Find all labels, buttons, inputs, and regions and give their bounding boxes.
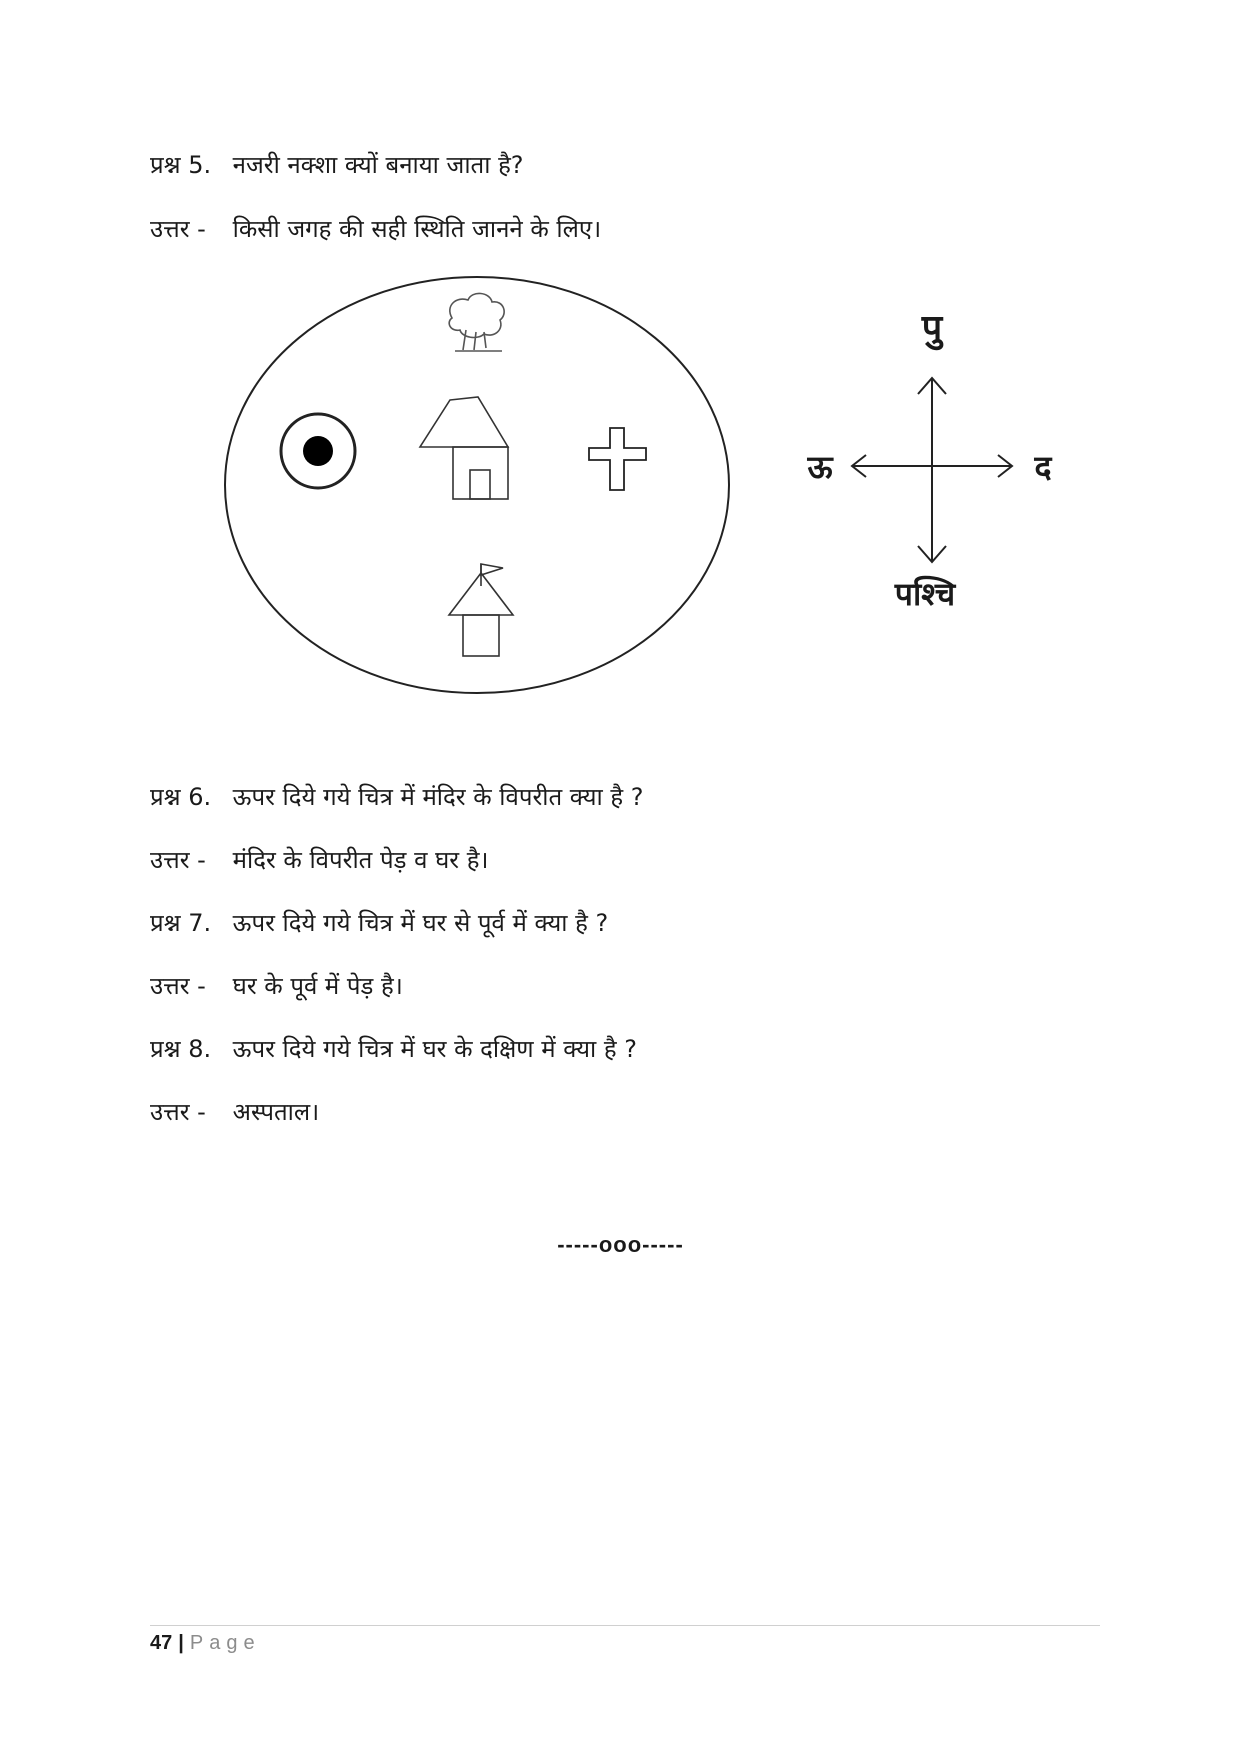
question-label: प्रश्न 5. [150,151,212,179]
compass-south-label: पश्चि [894,575,956,613]
question-label: प्रश्न 7. [150,909,212,937]
answer-label: उत्तर - [150,1098,206,1126]
question-label: प्रश्न 8. [150,1035,212,1063]
footer-rule [150,1625,1100,1626]
section-divider: -----ooo----- [557,1232,684,1257]
question-text: नजरी नक्शा क्यों बनाया जाता है? [232,151,524,179]
question-text: ऊपर दिये गये चित्र में घर से पूर्व में क्या है ? [232,909,609,937]
answer-text: मंदिर के विपरीत पेड़ व घर है। [232,846,489,874]
question-text: ऊपर दिये गये चित्र में मंदिर के विपरीत क्या है ? [232,783,644,811]
question-text: ऊपर दिये गये चित्र में घर के दक्षिण में क्या है ? [232,1035,637,1063]
question-6 [150,782,644,812]
compass-east-label: द [1034,448,1052,486]
answer-label: उत्तर - [150,972,206,1000]
answer-6 [150,845,489,875]
compass-arrows [852,378,1012,562]
footer-separator: | [178,1632,184,1654]
page-footer [150,1632,261,1655]
page-number: 47 [150,1632,173,1654]
compass-west-label: ऊ [807,448,833,486]
answer-text: किसी जगह की सही स्थिति जानने के लिए। [232,215,602,243]
answer-text: अस्पताल। [232,1098,320,1126]
compass-north-label: पु [921,307,943,349]
answer-text: घर के पूर्व में पेड़ है। [232,972,403,1000]
answer-label: उत्तर - [150,215,206,243]
page-label: Page [189,1632,261,1654]
question-7 [150,908,608,938]
answer-7 [150,971,403,1001]
question-8 [150,1034,637,1064]
compass-rose [0,0,1241,760]
answer-label: उत्तर - [150,846,206,874]
answer-8 [150,1097,319,1127]
question-label: प्रश्न 6. [150,783,212,811]
